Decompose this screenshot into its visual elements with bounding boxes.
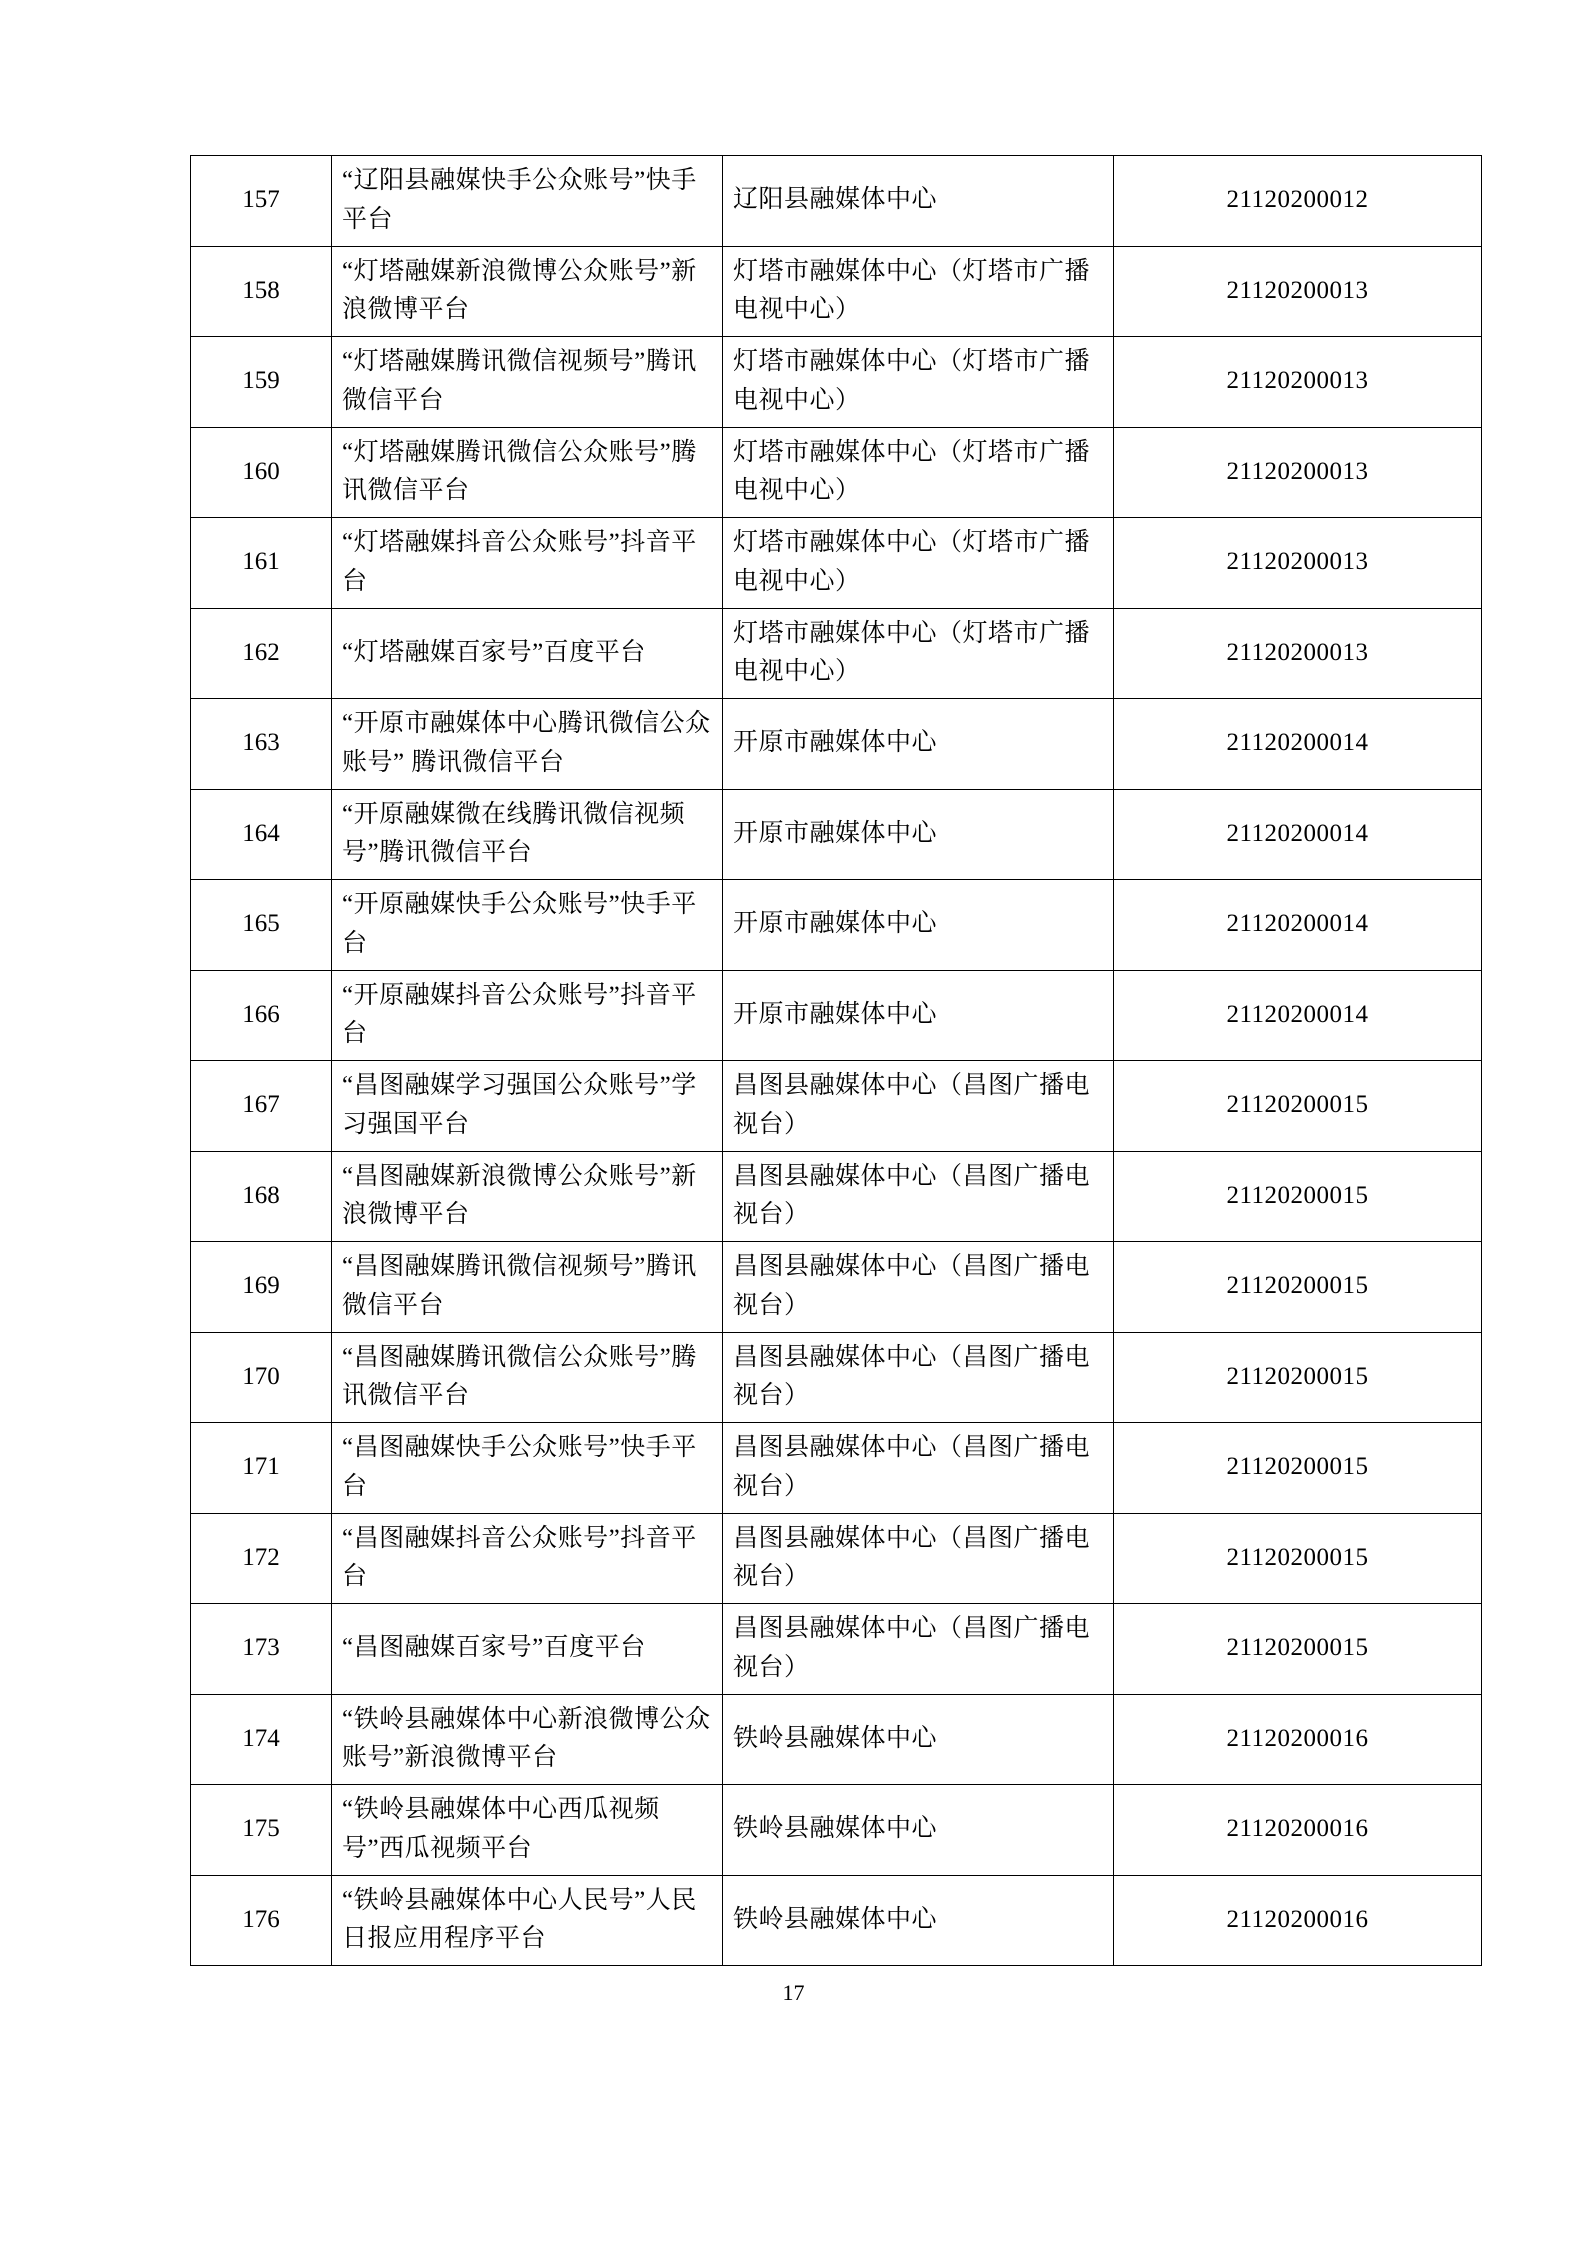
organization-name: 灯塔市融媒体中心（灯塔市广播电视中心） (723, 427, 1114, 518)
table-row (191, 608, 1482, 699)
organization-name: 昌图县融媒体中心（昌图广播电视台） (723, 1332, 1114, 1423)
table-row (191, 427, 1482, 518)
table-row (191, 337, 1482, 428)
table-row (191, 970, 1482, 1061)
table-body (191, 156, 1482, 1966)
row-index: 169 (191, 1242, 332, 1333)
account-name: “昌图融媒学习强国公众账号”学习强国平台 (332, 1061, 723, 1152)
account-name: “灯塔融媒腾讯微信视频号”腾讯微信平台 (332, 337, 723, 428)
table-row (191, 699, 1482, 790)
account-name: “昌图融媒百家号”百度平台 (332, 1604, 723, 1695)
license-code: 21120200013 (1114, 518, 1482, 609)
organization-name: 开原市融媒体中心 (723, 789, 1114, 880)
license-code: 21120200013 (1114, 337, 1482, 428)
organization-name: 灯塔市融媒体中心（灯塔市广播电视中心） (723, 608, 1114, 699)
table-row (191, 1785, 1482, 1876)
license-code: 21120200015 (1114, 1332, 1482, 1423)
row-index: 174 (191, 1694, 332, 1785)
license-code: 21120200013 (1114, 608, 1482, 699)
row-index: 160 (191, 427, 332, 518)
organization-name: 昌图县融媒体中心（昌图广播电视台） (723, 1604, 1114, 1695)
row-index: 164 (191, 789, 332, 880)
license-code: 21120200014 (1114, 699, 1482, 790)
account-name: “灯塔融媒百家号”百度平台 (332, 608, 723, 699)
account-name: “开原融媒微在线腾讯微信视频号”腾讯微信平台 (332, 789, 723, 880)
table-row (191, 518, 1482, 609)
organization-name: 昌图县融媒体中心（昌图广播电视台） (723, 1061, 1114, 1152)
account-name: “铁岭县融媒体中心人民号”人民日报应用程序平台 (332, 1875, 723, 1966)
license-code: 21120200015 (1114, 1151, 1482, 1242)
account-name: “铁岭县融媒体中心西瓜视频号”西瓜视频平台 (332, 1785, 723, 1876)
organization-name: 昌图县融媒体中心（昌图广播电视台） (723, 1242, 1114, 1333)
row-index: 170 (191, 1332, 332, 1423)
license-code: 21120200013 (1114, 246, 1482, 337)
license-code: 21120200013 (1114, 427, 1482, 518)
account-name: “灯塔融媒新浪微博公众账号”新浪微博平台 (332, 246, 723, 337)
table-row (191, 1332, 1482, 1423)
table-row (191, 1423, 1482, 1514)
registration-table (190, 155, 1482, 1966)
license-code: 21120200015 (1114, 1513, 1482, 1604)
license-code: 21120200015 (1114, 1061, 1482, 1152)
license-code: 21120200016 (1114, 1785, 1482, 1876)
organization-name: 铁岭县融媒体中心 (723, 1694, 1114, 1785)
table-row (191, 1875, 1482, 1966)
table-row (191, 789, 1482, 880)
organization-name: 昌图县融媒体中心（昌图广播电视台） (723, 1513, 1114, 1604)
row-index: 168 (191, 1151, 332, 1242)
organization-name: 开原市融媒体中心 (723, 880, 1114, 971)
license-code: 21120200014 (1114, 970, 1482, 1061)
organization-name: 辽阳县融媒体中心 (723, 156, 1114, 247)
account-name: “铁岭县融媒体中心新浪微博公众账号”新浪微博平台 (332, 1694, 723, 1785)
license-code: 21120200014 (1114, 880, 1482, 971)
table-row (191, 156, 1482, 247)
account-name: “昌图融媒抖音公众账号”抖音平台 (332, 1513, 723, 1604)
table-row (191, 1242, 1482, 1333)
row-index: 175 (191, 1785, 332, 1876)
organization-name: 开原市融媒体中心 (723, 970, 1114, 1061)
account-name: “灯塔融媒腾讯微信公众账号”腾讯微信平台 (332, 427, 723, 518)
account-name: “昌图融媒快手公众账号”快手平台 (332, 1423, 723, 1514)
license-code: 21120200015 (1114, 1423, 1482, 1514)
row-index: 158 (191, 246, 332, 337)
license-code: 21120200016 (1114, 1694, 1482, 1785)
row-index: 165 (191, 880, 332, 971)
license-code: 21120200015 (1114, 1242, 1482, 1333)
row-index: 173 (191, 1604, 332, 1695)
organization-name: 灯塔市融媒体中心（灯塔市广播电视中心） (723, 518, 1114, 609)
account-name: “灯塔融媒抖音公众账号”抖音平台 (332, 518, 723, 609)
organization-name: 昌图县融媒体中心（昌图广播电视台） (723, 1151, 1114, 1242)
table-row (191, 1694, 1482, 1785)
organization-name: 铁岭县融媒体中心 (723, 1785, 1114, 1876)
account-name: “开原融媒快手公众账号”快手平台 (332, 880, 723, 971)
organization-name: 昌图县融媒体中心（昌图广播电视台） (723, 1423, 1114, 1514)
license-code: 21120200014 (1114, 789, 1482, 880)
table-row (191, 1604, 1482, 1695)
license-code: 21120200012 (1114, 156, 1482, 247)
license-code: 21120200016 (1114, 1875, 1482, 1966)
row-index: 161 (191, 518, 332, 609)
account-name: “昌图融媒新浪微博公众账号”新浪微博平台 (332, 1151, 723, 1242)
account-name: “昌图融媒腾讯微信公众账号”腾讯微信平台 (332, 1332, 723, 1423)
organization-name: 灯塔市融媒体中心（灯塔市广播电视中心） (723, 246, 1114, 337)
table-row (191, 1513, 1482, 1604)
page-number: 17 (782, 1980, 805, 2005)
license-code: 21120200015 (1114, 1604, 1482, 1695)
row-index: 172 (191, 1513, 332, 1604)
account-name: “辽阳县融媒快手公众账号”快手平台 (332, 156, 723, 247)
organization-name: 铁岭县融媒体中心 (723, 1875, 1114, 1966)
row-index: 167 (191, 1061, 332, 1152)
account-name: “开原市融媒体中心腾讯微信公众账号” 腾讯微信平台 (332, 699, 723, 790)
table-row (191, 246, 1482, 337)
account-name: “昌图融媒腾讯微信视频号”腾讯微信平台 (332, 1242, 723, 1333)
table-row (191, 880, 1482, 971)
row-index: 176 (191, 1875, 332, 1966)
row-index: 162 (191, 608, 332, 699)
organization-name: 开原市融媒体中心 (723, 699, 1114, 790)
row-index: 171 (191, 1423, 332, 1514)
table-row (191, 1061, 1482, 1152)
table-row (191, 1151, 1482, 1242)
organization-name: 灯塔市融媒体中心（灯塔市广播电视中心） (723, 337, 1114, 428)
account-name: “开原融媒抖音公众账号”抖音平台 (332, 970, 723, 1061)
row-index: 163 (191, 699, 332, 790)
row-index: 157 (191, 156, 332, 247)
row-index: 159 (191, 337, 332, 428)
row-index: 166 (191, 970, 332, 1061)
